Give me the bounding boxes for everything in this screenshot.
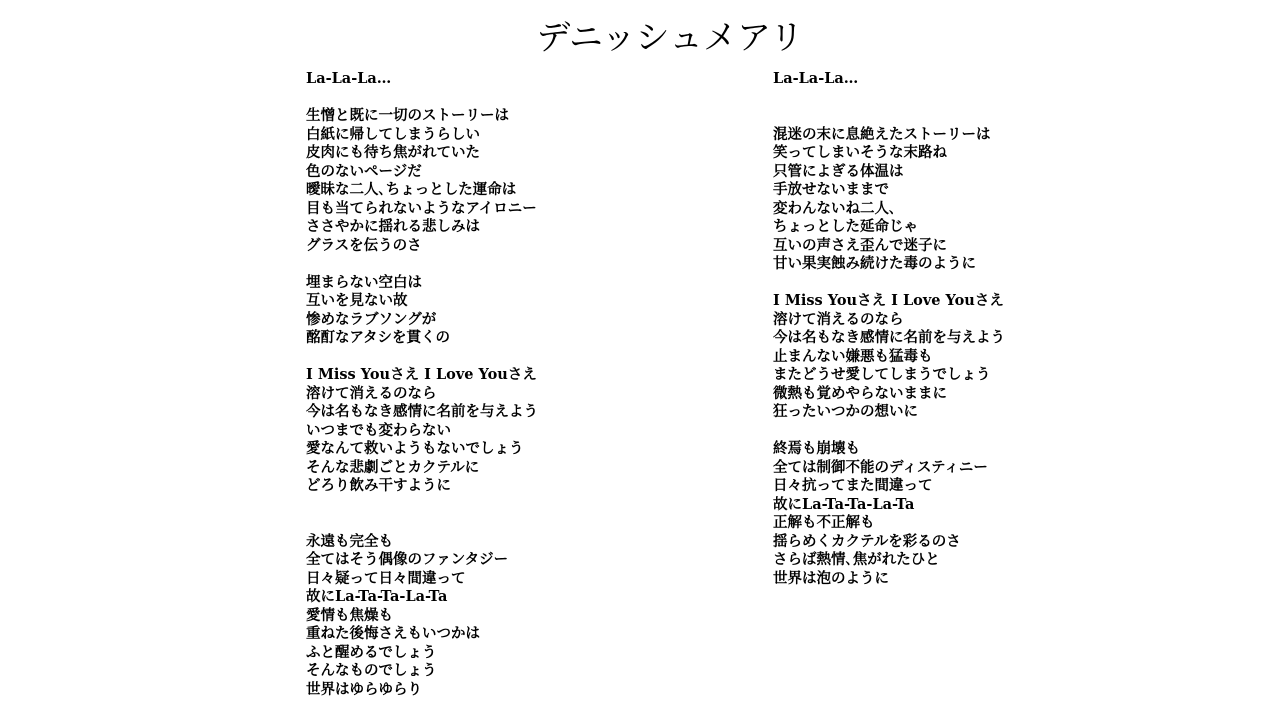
lyric-line: 今は名もなき感情に名前を与えよう	[773, 329, 1005, 346]
lyric-line: 全ては制御不能のディスティニー	[773, 458, 988, 476]
stanza-break	[773, 107, 1005, 126]
lyric-line: さらば熱情､焦がれたひと	[773, 551, 940, 568]
lyric-line: 正解も不正解も	[773, 514, 875, 531]
lyric-line: 皮肉にも待ち焦がれていた	[306, 144, 480, 161]
lyric-line: 互いの声さえ歪んで迷子に	[773, 236, 947, 254]
lyric-line: 混迷の末に息絶えたストーリーは	[773, 125, 991, 143]
lyrics-column-right	[773, 70, 1005, 588]
stanza-break	[306, 514, 538, 533]
lyric-line: 重ねた後悔さえもいつかは	[306, 625, 480, 642]
lyric-line: 止まんない嫌悪も猛毒も	[773, 347, 933, 365]
lyric-line: そんなものでしょう	[306, 662, 437, 679]
lyric-line: いつまでも変わらない	[306, 421, 451, 439]
lyric-line: 溶けて消えるのなら	[773, 310, 904, 328]
stanza-break	[306, 89, 538, 108]
lyric-line: 日々疑って日々間違って	[306, 569, 466, 587]
lyric-line: 愛情も焦燥も	[306, 606, 393, 624]
lyric-line: 日々抗ってまた間違って	[773, 477, 933, 494]
lyric-line: La-La-La…	[306, 70, 392, 87]
lyric-line: どろり飲み干すように	[306, 477, 451, 494]
lyric-line: 溶けて消えるのなら	[306, 384, 437, 402]
stanza-break	[773, 89, 1005, 108]
lyric-line: そんな悲劇ごとカクテルに	[306, 458, 480, 476]
lyric-line: 埋まらない空白は	[306, 273, 422, 291]
stanza-break	[306, 255, 538, 274]
lyric-line: 手放せないままで	[773, 181, 889, 198]
lyric-line: 世界は泡のように	[773, 569, 889, 587]
lyric-line: 変わんないね二人､	[773, 199, 897, 217]
lyric-line: 揺らめくカクテルを彩るのさ	[773, 532, 961, 550]
stanza-break	[773, 422, 1005, 441]
lyric-line: 全てはそう偶像のファンタジー	[306, 551, 509, 568]
lyric-line: ふと醒めるでしょう	[306, 643, 437, 661]
lyric-line: 愛なんて救いようもないでしょう	[306, 440, 524, 457]
lyric-line: 目も当てられないようなアイロニー	[306, 199, 537, 217]
lyric-line: 曖昧な二人､ちょっとした運命は	[306, 181, 517, 198]
lyric-line: 白紙に帰してしまうらしい	[306, 125, 480, 143]
lyric-line: ちょっとした延命じゃ	[773, 218, 918, 235]
lyric-line: 今は名もなき感情に名前を与えよう	[306, 403, 538, 420]
lyric-line: 永遠も完全も	[306, 532, 393, 550]
lyric-line: I Miss Youさえ I Love Youさえ	[306, 366, 537, 383]
lyric-line: 只管によぎる体温は	[773, 162, 904, 180]
lyric-line: 故にLa-Ta-Ta-La-Ta	[773, 495, 915, 513]
stanza-break	[306, 348, 538, 367]
stanza-break	[306, 496, 538, 515]
lyric-line: グラスを伝うのさ	[306, 236, 422, 254]
lyric-line: 笑ってしまいそうな末路ね	[773, 144, 947, 161]
lyric-line: 惨めなラブソングが	[306, 310, 437, 328]
lyric-line: 世界はゆらゆらり	[306, 680, 422, 698]
stanza-break	[773, 274, 1005, 293]
lyric-line: またどうせ愛してしまうでしょう	[773, 366, 991, 383]
song-title: デニッシュメアリ	[536, 18, 804, 58]
lyric-line: 互いを見ない故	[306, 292, 408, 309]
lyric-line: La-La-La…	[773, 70, 859, 87]
lyric-line: I Miss Youさえ I Love Youさえ	[773, 292, 1004, 309]
lyric-line: 酩酊なアタシを貫くの	[306, 329, 450, 346]
lyric-line: 色のないページだ	[306, 162, 422, 180]
lyric-line: 甘い果実蝕み続けた毒のように	[773, 255, 976, 272]
lyrics-column-left	[306, 70, 538, 699]
lyric-line: 微熱も覚めやらないままに	[773, 384, 947, 402]
lyric-line: 狂ったいつかの想いに	[773, 403, 918, 420]
lyric-line: 終焉も崩壊も	[773, 440, 860, 457]
lyric-line: ささやかに揺れる悲しみは	[306, 218, 480, 235]
lyric-line: 故にLa-Ta-Ta-La-Ta	[306, 588, 448, 605]
lyric-line: 生憎と既に一切のストーリーは	[306, 107, 509, 124]
